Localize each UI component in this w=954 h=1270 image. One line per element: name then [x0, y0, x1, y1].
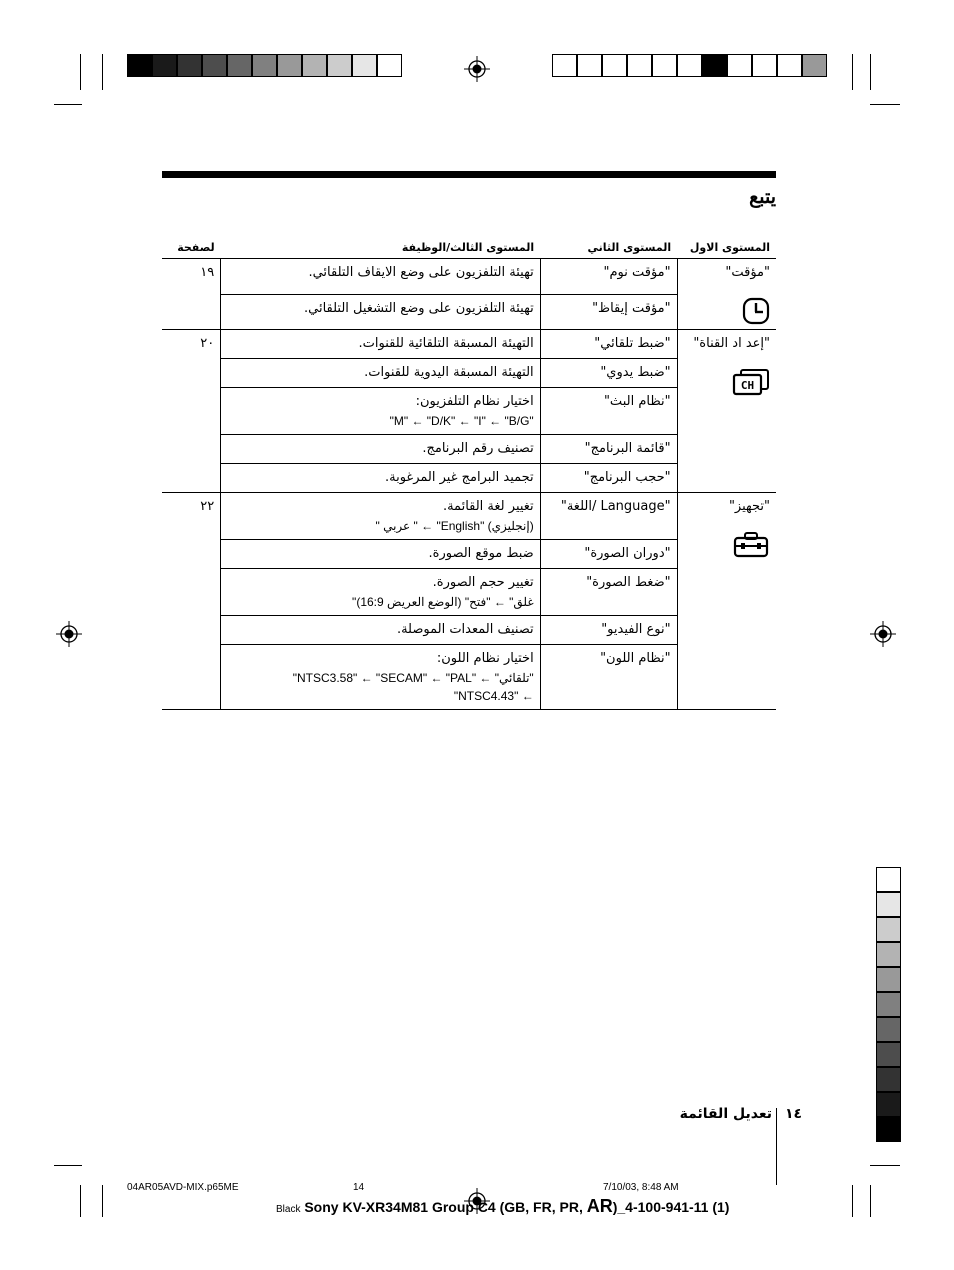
level1-cell — [677, 259, 776, 330]
function-text: تغيير حجم الصورة. — [432, 575, 534, 590]
channel-icon — [732, 368, 770, 396]
model-ar: AR — [586, 1196, 613, 1216]
function-cell — [221, 464, 540, 493]
level2-cell: "نظام البث" — [540, 388, 677, 435]
function-text: تجميد البرامج غير المرغوبة. — [384, 470, 534, 485]
level2-cell: "نوع الفيديو" — [540, 616, 677, 645]
header-level1: المستوى الاول — [677, 237, 776, 259]
registration-mark-icon — [56, 621, 82, 647]
footer-rule — [776, 1108, 777, 1185]
level1-label: "مؤقت" — [725, 265, 770, 280]
level2-cell: "مؤقت إيقاظ" — [540, 294, 677, 330]
level2-cell: "نظام اللون" — [540, 645, 677, 710]
color-swatch — [177, 54, 202, 77]
color-swatch — [727, 54, 752, 77]
color-swatch — [252, 54, 277, 77]
page-cell: ٢٠ — [162, 330, 221, 493]
function-options: "M" ← "D/K" ← "I" ← "B/G" — [389, 414, 534, 428]
function-cell — [221, 294, 540, 330]
color-swatch — [552, 54, 577, 77]
function-text: التهيئة المسبقة التلقائية للقنوات. — [358, 336, 534, 351]
color-swatch — [202, 54, 227, 77]
model-prefix: Sony KV-XR34M81 Group C4 (GB, FR, PR, — [304, 1199, 587, 1215]
color-swatch — [876, 1042, 901, 1067]
table-row — [162, 330, 776, 359]
page-cell: ٢٢ — [162, 493, 221, 710]
color-swatch — [876, 1067, 901, 1092]
level2-cell: "ضبط تلقائي" — [540, 330, 677, 359]
color-swatch — [876, 942, 901, 967]
function-cell — [221, 493, 540, 540]
function-text: اختيار نظام التلفزيون: — [415, 394, 534, 409]
function-cell — [221, 359, 540, 388]
color-swatch — [752, 54, 777, 77]
page-cell: ١٩ — [162, 259, 221, 330]
color-swatch — [302, 54, 327, 77]
level1-cell — [677, 330, 776, 493]
level2-cell: "ضبط يدوي" — [540, 359, 677, 388]
header-level3: المستوى الثالث/الوظيفة — [221, 237, 540, 259]
color-swatch — [876, 1092, 901, 1117]
header-level2: المستوى الثاني — [540, 237, 677, 259]
table-row — [162, 493, 776, 540]
function-text: التهيئة المسبقة اليدوية للقنوات. — [364, 365, 534, 380]
level2-cell: "دوران الصورة" — [540, 540, 677, 569]
color-swatch — [777, 54, 802, 77]
footer-section-title: تعديل القائمة — [679, 1106, 772, 1122]
registration-mark-icon — [870, 621, 896, 647]
color-swatch — [377, 54, 402, 77]
header-page: لصفحة — [162, 237, 221, 259]
page-heading: يتبع — [749, 186, 776, 208]
level2-cell: "حجب البرنامج" — [540, 464, 677, 493]
table-row — [162, 259, 776, 295]
function-text: ضبط موقع الصورة. — [428, 546, 534, 561]
color-swatch — [876, 992, 901, 1017]
color-swatch — [327, 54, 352, 77]
model-suffix: )_4-100-941-11 (1) — [612, 1199, 730, 1215]
function-options: " عربي " ← "English" (إنجليزي) — [375, 519, 534, 533]
function-cell — [221, 616, 540, 645]
top-rule — [162, 171, 776, 178]
color-swatch — [876, 892, 901, 917]
timer-icon — [742, 297, 770, 325]
color-swatch — [876, 917, 901, 942]
function-cell — [221, 435, 540, 464]
function-options: "غلق" ← "فتح" (الوضع العريض 16:9) — [352, 595, 534, 609]
slug-file: 04AR05AVD-MIX.p65ME — [127, 1182, 239, 1193]
function-cell — [221, 388, 540, 435]
function-cell — [221, 645, 540, 710]
level2-cell: "قائمة البرنامج" — [540, 435, 677, 464]
function-text: اختيار نظام اللون: — [436, 651, 534, 666]
function-text: تصنيف رقم البرنامج. — [422, 441, 534, 456]
toolbox-icon — [732, 531, 770, 559]
color-swatch — [876, 967, 901, 992]
color-swatch — [802, 54, 827, 77]
color-swatch — [227, 54, 252, 77]
color-swatch — [652, 54, 677, 77]
color-swatch — [127, 54, 152, 77]
level1-cell — [677, 493, 776, 710]
function-text: تغيير لغة القائمة. — [442, 499, 534, 514]
color-swatch — [702, 54, 727, 77]
color-swatch — [602, 54, 627, 77]
level1-label: "تجهيز" — [728, 499, 770, 514]
function-text: تهيئة التلفزيون على وضع التشغيل التلقائي. — [303, 300, 534, 316]
slug-date: 7/10/03, 8:48 AM — [603, 1182, 679, 1193]
color-swatch — [876, 1117, 901, 1142]
table-end-rule — [162, 710, 776, 711]
level2-cell: "Language /اللغة" — [540, 493, 677, 540]
function-options: "NTSC4.43" ← — [453, 689, 534, 703]
color-swatch — [876, 867, 901, 892]
color-label: Black — [276, 1204, 301, 1215]
color-swatch — [277, 54, 302, 77]
function-cell — [221, 540, 540, 569]
svg-text:CH: CH — [740, 379, 755, 392]
slug-page: 14 — [353, 1182, 365, 1193]
function-cell — [221, 569, 540, 616]
color-swatch — [577, 54, 602, 77]
model-line — [276, 1196, 729, 1217]
color-swatch — [876, 1017, 901, 1042]
function-options: "NTSC3.58" ← "SECAM" ← "PAL" ← "تلقائي" — [292, 671, 534, 685]
footer-page-number: ١٤ — [785, 1106, 803, 1122]
table-header-row — [162, 237, 776, 259]
level2-cell: "مؤقت نوم" — [540, 259, 677, 295]
color-swatch — [352, 54, 377, 77]
function-cell — [221, 259, 540, 295]
function-text: تصنيف المعدات الموصلة. — [396, 622, 534, 637]
function-cell — [221, 330, 540, 359]
function-text: تهيئة التلفزيون على وضع الايقاف التلقائي. — [308, 265, 534, 280]
color-swatch — [627, 54, 652, 77]
menu-table — [162, 237, 776, 710]
level1-label: "إعد اد القناة" — [693, 336, 770, 351]
color-swatch — [152, 54, 177, 77]
level2-cell: "ضغط الصورة" — [540, 569, 677, 616]
registration-mark-icon — [464, 56, 490, 82]
color-swatch — [677, 54, 702, 77]
